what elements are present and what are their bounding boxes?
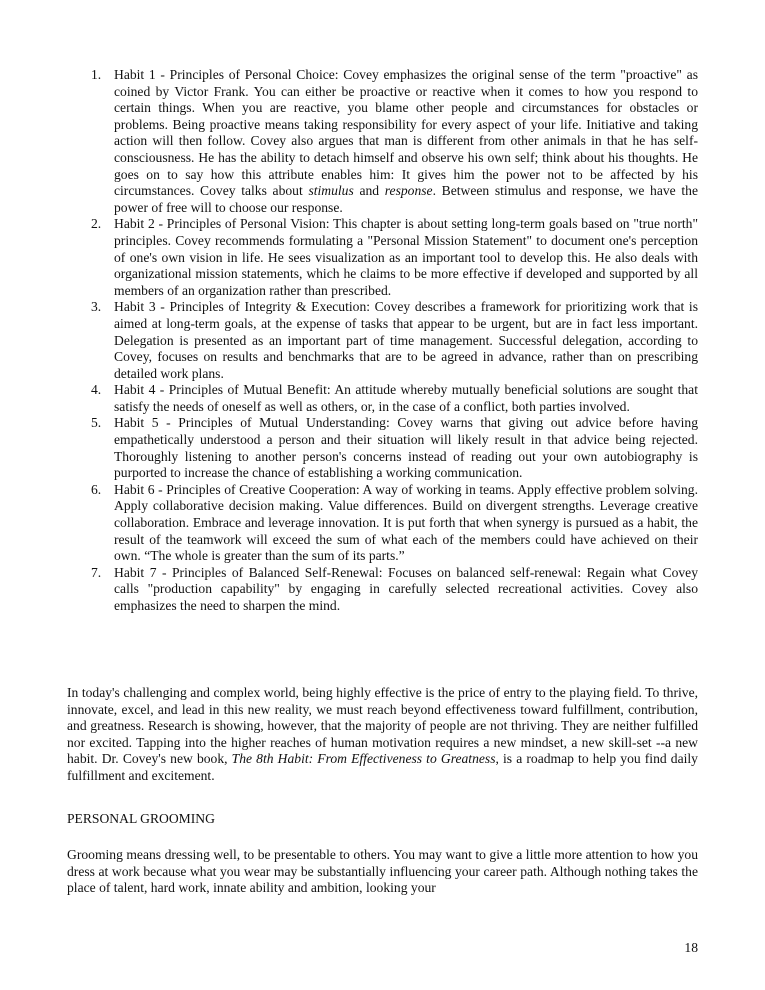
habit-5-item [91,415,698,481]
habit-text: Habit 6 - Principles of Creative Cooperation: A way of working in teams. Apply effective problem solving. Apply collaborative decision making. Value differences. Build on divergent strengths. Leverage creative collaboration. Embrace and leverage innovation. It is put forth that when synergy is pursued as a habit, the result of the teamwork will exceed the sum of what each of the members could have achieved on their own. “The whole is greater than the sum of its parts.” [114,481,698,564]
list-number: 2. [91,216,102,232]
habit-4-item [91,382,698,415]
habit-text: Habit 7 - Principles of Balanced Self-Renewal: Focuses on balanced self-renewal: Regain what Covey calls "production capability" by engaging in carefully selected recreational activities. Covey also emphasizes the need to sharpen the mind. [114,564,698,613]
habit-7-item [91,564,698,615]
grooming-paragraph: Grooming means dressing well, to be presentable to others. You may want to give a little more attention to how you dress at work because what you wear may be substantially influencing your career path. Although nothing takes the place of talent, hard work, innate ability and ambition, looking your [67,847,698,896]
habit-text: Habit 5 - Principles of Mutual Understanding: Covey warns that giving out advice before having empathetically understood a person and their situation will likely result in that advice being rejected. Thoroughly listening to another person's concerns instead of reading out your own autobiography is purported to increase the chance of establishing a working communication. [114,415,698,481]
section-heading: PERSONAL GROOMING [67,811,215,826]
paragraph-text: , is a roadmap to help you find daily fulfillment and excitement. [67,751,698,783]
habit-text: Habit 3 - Principles of Integrity & Execution: Covey describes a framework for prioritizing work that is aimed at long-term goals, at the expense of tasks that appear to be urgent, but are in fact less important. Delegation is presented as an important part of time management. Successful delegation, according to Covey, focuses on results and benchmarks that are to be agreed in advance, rather than on prescribing detailed work plans. [114,299,698,381]
habit-6-item [91,481,698,565]
habit-text: Habit 1 - Principles of Personal Choice: Covey emphasizes the original sense of the term "proactive" as coined by Victor Frank. You can either be proactive or reactive when it comes to how you respond to certain things. When you are reactive, you blame other people and circumstances for obstacles or problems. Being proactive means taking responsibility for every aspect of your life. Initiative and taking action will then follow. Covey also argues that man is different from other animals in that he has self-consciousness. He has the ability to detach himself and observe his own self; think about his thoughts. He goes on to say how this attribute enables him: It gives him the power not to be affected by his circumstances. Covey talks about [114,67,698,199]
habits-list [84,67,698,615]
list-number: 7. [91,564,102,580]
book-title: The 8th Habit: From Effectiveness to Greatness [231,751,496,767]
paragraph-text: In today's challenging and complex world, being highly effective is the price of entry to the playing field. To thrive, innovate, excel, and lead in this new reality, we must reach beyond effectiveness toward fulfillment, contribution, and greatness. Research is showing, however, that the majority of people are not thriving. They are neither fulfilled nor excited. Tapping into the higher reaches of human motivation requires a new mindset, a new skill-set --a new habit. Dr. Covey's new book, [67,685,698,767]
habit-text: and [359,183,380,199]
emphasis-stimulus: stimulus [308,183,354,199]
list-number: 3. [91,299,102,315]
habit-text: Habit 2 - Principles of Personal Vision: This chapter is about setting long-term goals based on "true north" principles. Covey recommends formulating a "Personal Mission Statement" to document one's perception of one's own vision in life. He sees visualization as an important tool to develop this. He also deals with organizational mission statements, which he claims to be more effective if developed and supported by all members of an organization rather than prescribed. [114,216,698,298]
habit-text: Habit 4 - Principles of Mutual Benefit: An attitude whereby mutually beneficial solutions are sought that satisfy the needs of oneself as well as others, or, in the case of a conflict, both parties involved. [114,382,698,414]
habit-1-item [91,67,698,216]
effectiveness-paragraph [67,685,698,785]
list-number: 1. [91,67,102,82]
habit-2-item [91,216,698,299]
list-number: 5. [91,415,102,431]
habit-3-item [91,299,698,382]
emphasis-response: response [384,183,433,199]
list-number: 6. [91,481,102,497]
habit-text: . Between stimulus and response, we have the power of free will to choose our response. [114,183,698,215]
page-number: 18 [684,940,698,955]
list-number: 4. [91,382,102,398]
